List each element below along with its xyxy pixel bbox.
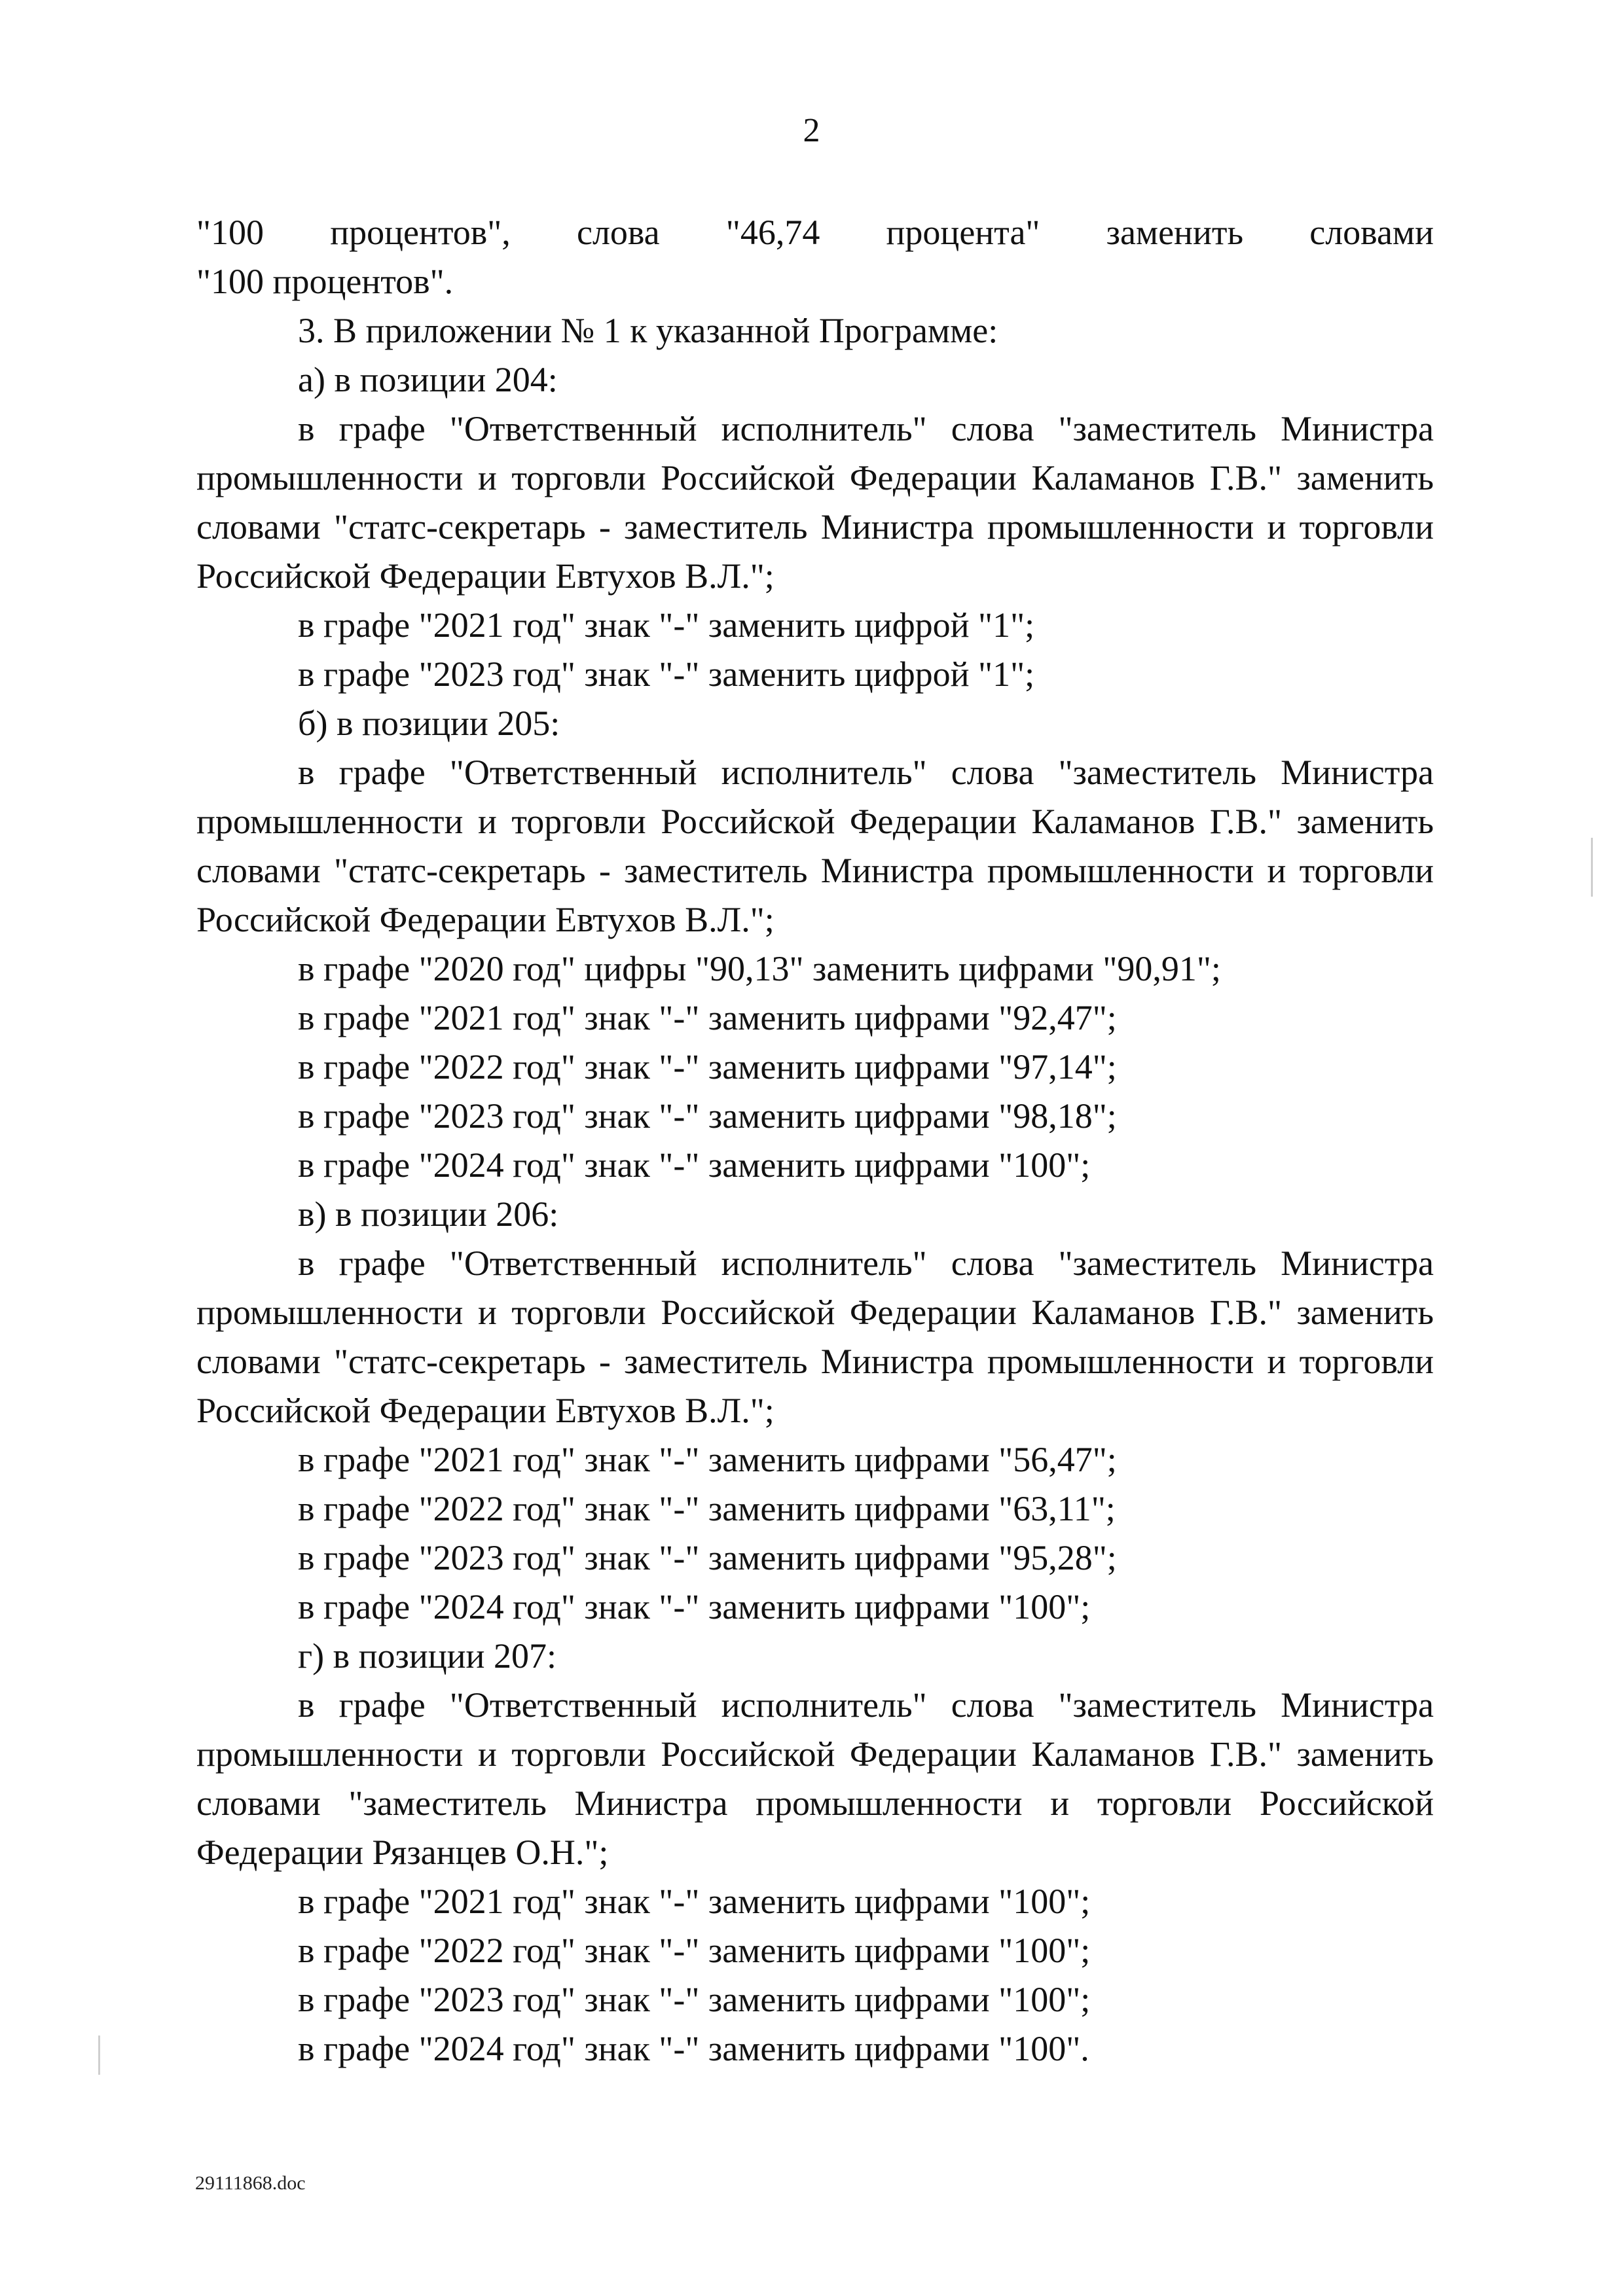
paragraph-item-b-executor: в графе "Ответственный исполнитель" слова "заместитель Министра промышленности и торговли Российской Федерации Каламанов Г.В." заменить словами "статс-секретарь - заместитель Министра промышленности и торговли Российской Федерации Евтухов В.Л."; xyxy=(196,753,1434,939)
paragraph-item-b-2022: в графе "2022 год" знак "-" заменить цифрами "97,14"; xyxy=(298,1047,1117,1086)
paragraph-item-g-2023: в графе "2023 год" знак "-" заменить цифрами "100"; xyxy=(298,1980,1091,2019)
paragraph-item-a-2023: в графе "2023 год" знак "-" заменить цифрой "1"; xyxy=(298,655,1035,694)
paragraph-item-v-executor: в графе "Ответственный исполнитель" слова "заместитель Министра промышленности и торговли Российской Федерации Каламанов Г.В." заменить словами "статс-секретарь - заместитель Министра промышленности и торговли Российской Федерации Евтухов В.Л."; xyxy=(196,1244,1434,1430)
paragraph-item-b: б) в позиции 205: xyxy=(298,704,560,743)
paragraph-item-b-2021: в графе "2021 год" знак "-" заменить цифрами "92,47"; xyxy=(298,998,1117,1037)
paragraph-item-v-2024: в графе "2024 год" знак "-" заменить цифрами "100"; xyxy=(298,1587,1091,1626)
document-body xyxy=(196,208,1434,2073)
paragraph-item-a-2021: в графе "2021 год" знак "-" заменить цифрой "1"; xyxy=(298,605,1035,645)
paragraph-section-3: 3. В приложении № 1 к указанной Программе: xyxy=(298,311,998,350)
paragraph-item-a-executor: в графе "Ответственный исполнитель" слова "заместитель Министра промышленности и торговли Российской Федерации Каламанов Г.В." заменить словами "статс-секретарь - заместитель Министра промышленности и торговли Российской Федерации Евтухов В.Л."; xyxy=(196,409,1434,596)
paragraph-item-g-2022: в графе "2022 год" знак "-" заменить цифрами "100"; xyxy=(298,1931,1091,1970)
paragraph-item-g: г) в позиции 207: xyxy=(298,1636,556,1676)
paragraph-item-g-2024: в графе "2024 год" знак "-" заменить цифрами "100". xyxy=(298,2029,1089,2068)
paragraph-continuation: "100 процентов", слова "46,74 процента" заменить словами xyxy=(196,213,1434,252)
paragraph-item-b-2023: в графе "2023 год" знак "-" заменить цифрами "98,18"; xyxy=(298,1096,1117,1136)
paragraph-item-g-executor: в графе "Ответственный исполнитель" слова "заместитель Министра промышленности и торговли Российской Федерации Каламанов Г.В." заменить словами "заместитель Министра промышленности и торговли Российской Федерации Рязанцев О.Н."; xyxy=(196,1685,1434,1872)
document-file-code: 29111868.doc xyxy=(195,2172,306,2194)
paragraph-item-v: в) в позиции 206: xyxy=(298,1194,559,1234)
paragraph-item-g-2021: в графе "2021 год" знак "-" заменить цифрами "100"; xyxy=(298,1882,1091,1921)
paragraph-item-b-2020: в графе "2020 год" цифры "90,13" заменить цифрами "90,91"; xyxy=(298,949,1221,988)
paragraph-item-v-2021: в графе "2021 год" знак "-" заменить цифрами "56,47"; xyxy=(298,1440,1117,1479)
scan-artifact-right xyxy=(1591,838,1593,897)
paragraph-continuation-end: "100 процентов". xyxy=(196,262,454,301)
paragraph-item-v-2023: в графе "2023 год" знак "-" заменить цифрами "95,28"; xyxy=(298,1538,1117,1577)
scan-artifact-left xyxy=(98,2036,100,2075)
paragraph-item-b-2024: в графе "2024 год" знак "-" заменить цифрами "100"; xyxy=(298,1145,1091,1185)
paragraph-item-a: а) в позиции 204: xyxy=(298,360,558,399)
page-number: 2 xyxy=(803,112,820,149)
paragraph-item-v-2022: в графе "2022 год" знак "-" заменить цифрами "63,11"; xyxy=(298,1489,1116,1528)
